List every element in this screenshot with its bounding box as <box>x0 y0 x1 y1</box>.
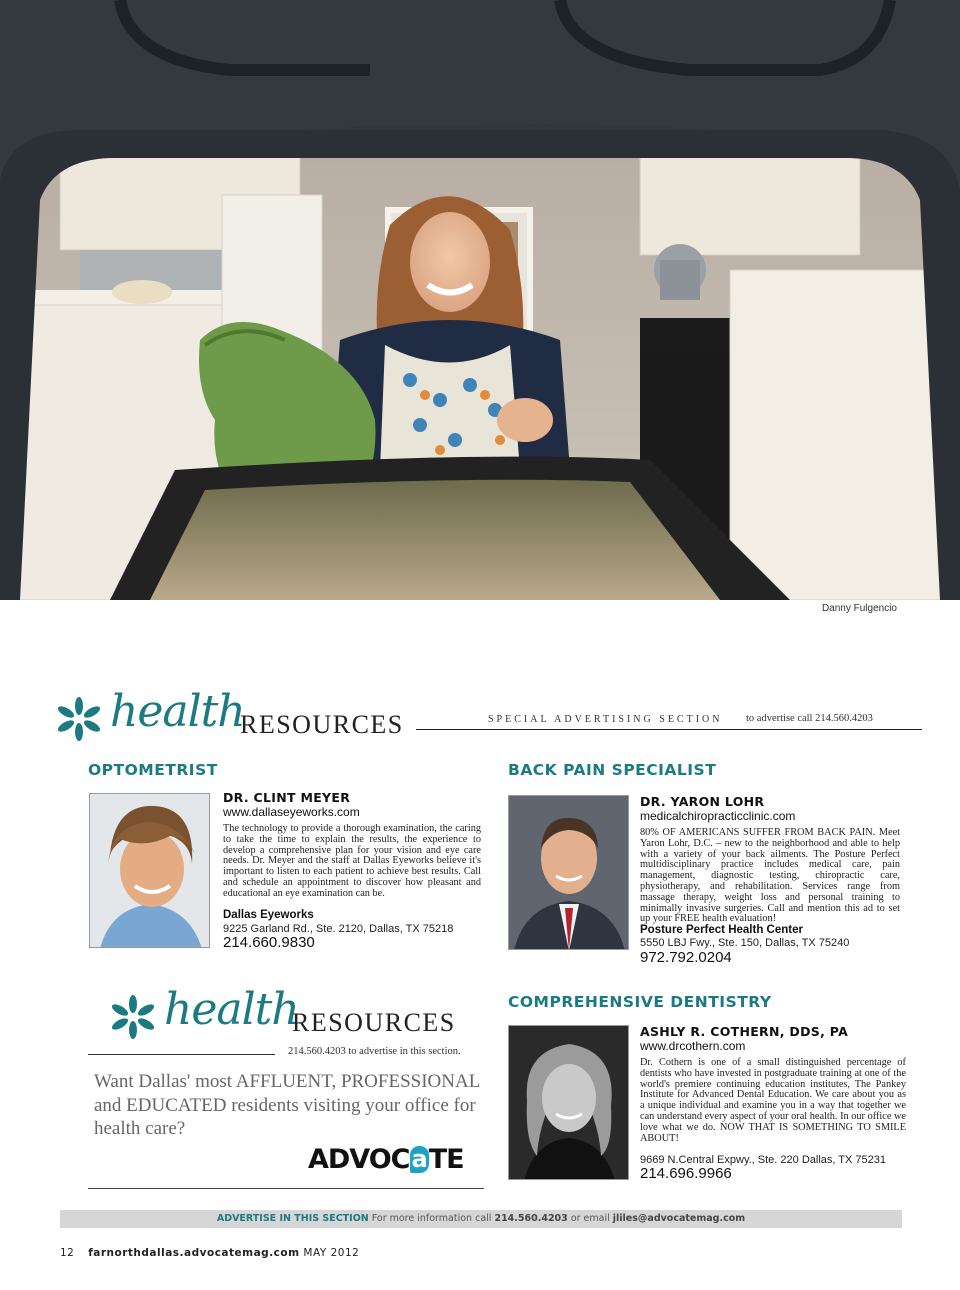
ad-brand-health: health <box>164 984 299 1035</box>
strip-text-info: For more information call <box>371 1213 492 1224</box>
folio-site: farnorthdallas.advocatemag.com <box>88 1247 300 1259</box>
logo-letter-a: a <box>411 1145 427 1173</box>
brand-health: health <box>110 686 245 737</box>
category-back-pain: BACK PAIN SPECIALIST <box>508 761 717 779</box>
special-advertising-label: SPECIAL ADVERTISING SECTION <box>488 714 723 725</box>
header-rule <box>416 729 922 730</box>
website-link-cothern[interactable]: www.drcothern.com <box>640 1039 746 1053</box>
ad-brand-resources: RESOURCES <box>292 1008 456 1037</box>
phone-lohr: 972.792.0204 <box>640 949 732 966</box>
phone-cothern: 214.696.9966 <box>640 1165 732 1182</box>
description-lohr: 80% OF AMERICANS SUFFER FROM BACK PAIN. Meet Yaron Lohr, D.C. – new to the neighborhood and able to help with a variety of your back ailments. The Posture Perfect multidisciplinary practice includes medical care, pain management, diagnostic testing, chiropractic care, physiotherapy, and rehabilitation. Services range from massage therapy, weight loss and personal training to minimally invasive surgeries. Call and mention this ad to set up your FREE health evaluation! <box>640 827 900 925</box>
advocate-logo <box>308 1144 464 1175</box>
portrait-meyer <box>90 794 210 948</box>
website-link-meyer[interactable]: www.dallaseyeworks.com <box>223 805 360 819</box>
phone-meyer: 214.660.9830 <box>223 934 315 951</box>
business-name-posture-perfect: Posture Perfect Health Center <box>640 924 803 936</box>
section-header <box>56 686 922 744</box>
logo-text-post: TE <box>428 1144 464 1175</box>
hero-photo <box>0 0 960 600</box>
asterisk-logo-icon <box>56 696 102 742</box>
page-folio <box>60 1247 359 1259</box>
business-name-dallas-eyeworks: Dallas Eyeworks <box>223 909 314 921</box>
kitchen-oven-illustration <box>0 0 960 600</box>
advertise-strip <box>60 1210 902 1228</box>
asterisk-logo-icon <box>110 994 156 1040</box>
ad-phone-line: 214.560.4203 to advertise in this section. <box>288 1046 461 1057</box>
category-optometrist: OPTOMETRIST <box>88 761 218 779</box>
category-dentistry: COMPREHENSIVE DENTISTRY <box>508 993 772 1011</box>
strip-phone: 214.560.4203 <box>494 1213 568 1224</box>
ad-pitch-text: Want Dallas' most AFFLUENT, PROFESSIONAL and EDUCATED residents visiting your office for health care? <box>94 1071 480 1139</box>
description-cothern: Dr. Cothern is one of a small distinguished percentage of dentists who have invested in postgraduate training at one of the world's premiere continuing education institutes, The Pankey Institute for Advanced Dental Education. We care about you as a unique individual and examine you in a way that together we can understand every aspect of your oral health. In our office we love what we do. NOW THAT IS SOMETHING TO SMILE ABOUT! <box>640 1057 906 1144</box>
brand-resources: RESOURCES <box>240 710 404 739</box>
photo-credit: Danny Fulgencio <box>821 603 897 614</box>
folio-issue: MAY 2012 <box>303 1247 360 1259</box>
ad-rule <box>88 1054 275 1055</box>
doctor-photo-meyer <box>89 793 210 948</box>
portrait-lohr <box>509 796 629 950</box>
strip-lead: ADVERTISE IN THIS SECTION <box>216 1213 369 1224</box>
address-cothern: 9669 N.Central Expwy., Ste. 220 Dallas, TX 75231 <box>640 1154 887 1166</box>
doctor-name-meyer: DR. CLINT MEYER <box>223 790 351 805</box>
logo-text-pre: ADVOC <box>308 1144 410 1175</box>
description-meyer: The technology to provide a thorough examination, the caring to take the time to explain the results, the experience to develop a comprehensive plan for your vision and eye care needs. Dr. Meyer and the staff at Dallas Eyeworks believe it's important to listen to each patient to achieve best results. Call and schedule an appointment to discover how pleasant and educational an eye examination can be. <box>223 823 481 899</box>
page-number: 12 <box>60 1247 75 1259</box>
house-ad[interactable] <box>88 984 484 1190</box>
advertise-call-text: to advertise call 214.560.4203 <box>746 713 873 724</box>
strip-email-link[interactable]: jliles@advocatemag.com <box>612 1213 746 1224</box>
ad-bottom-rule <box>88 1188 484 1189</box>
doctor-name-lohr: DR. YARON LOHR <box>640 794 765 809</box>
portrait-cothern <box>509 1026 629 1180</box>
doctor-photo-cothern <box>508 1025 629 1180</box>
strip-text-email: or email <box>570 1213 610 1224</box>
website-link-lohr[interactable]: medicalchiropracticclinic.com <box>640 809 796 823</box>
doctor-photo-lohr <box>508 795 629 950</box>
doctor-name-cothern: ASHLY R. COTHERN, DDS, PA <box>640 1024 849 1039</box>
address-meyer: 9225 Garland Rd., Ste. 2120, Dallas, TX 75218 <box>223 923 454 935</box>
address-lohr: 5550 LBJ Fwy., Ste. 150, Dallas, TX 75240 <box>640 937 850 949</box>
